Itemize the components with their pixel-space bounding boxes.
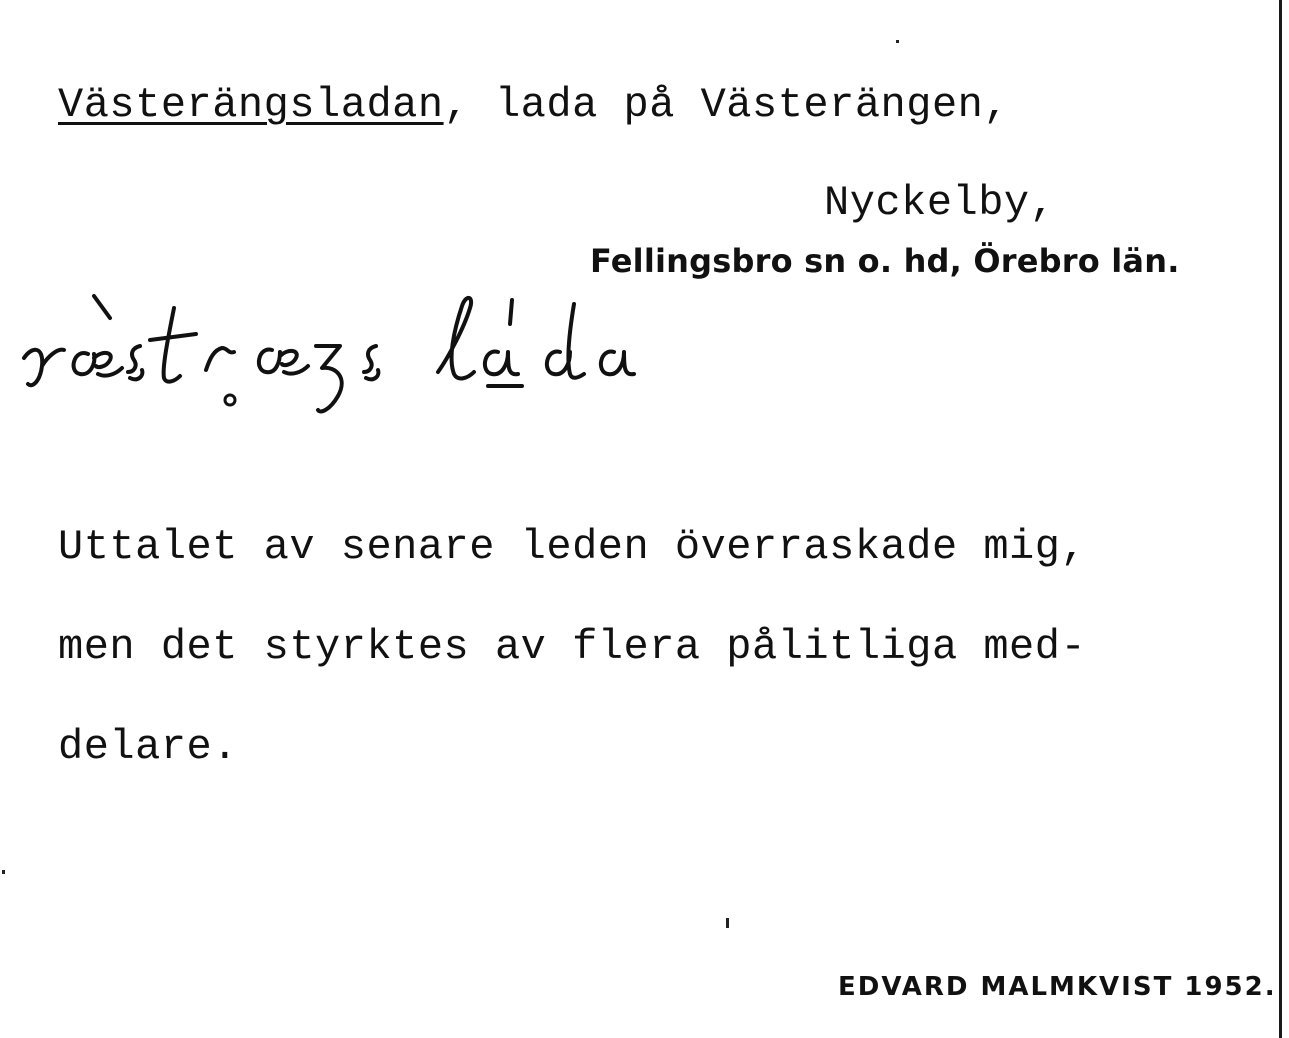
location-stamp: Fellingsbro sn o. hd, Örebro län. (590, 242, 1180, 280)
signature-stamp: EDVARD MALMKVIST 1952. (838, 972, 1277, 1002)
handwritten-pronunciation (18, 288, 638, 428)
entry-heading-line (58, 81, 1010, 129)
scan-speck (896, 40, 899, 43)
scan-speck (726, 918, 729, 928)
note-line-1: Uttalet av senare leden överraskade mig, (58, 523, 1087, 571)
note-line-3: delare. (58, 723, 238, 771)
headword-description: , lada på Västerängen, (443, 81, 1010, 129)
headword: Västerängsladan (58, 81, 444, 129)
place-name: Nyckelby, (824, 179, 1056, 227)
scan-speck (2, 870, 5, 874)
card-edge-line (1279, 0, 1282, 1038)
note-line-2: men det styrktes av flera pålitliga med- (58, 623, 1087, 671)
